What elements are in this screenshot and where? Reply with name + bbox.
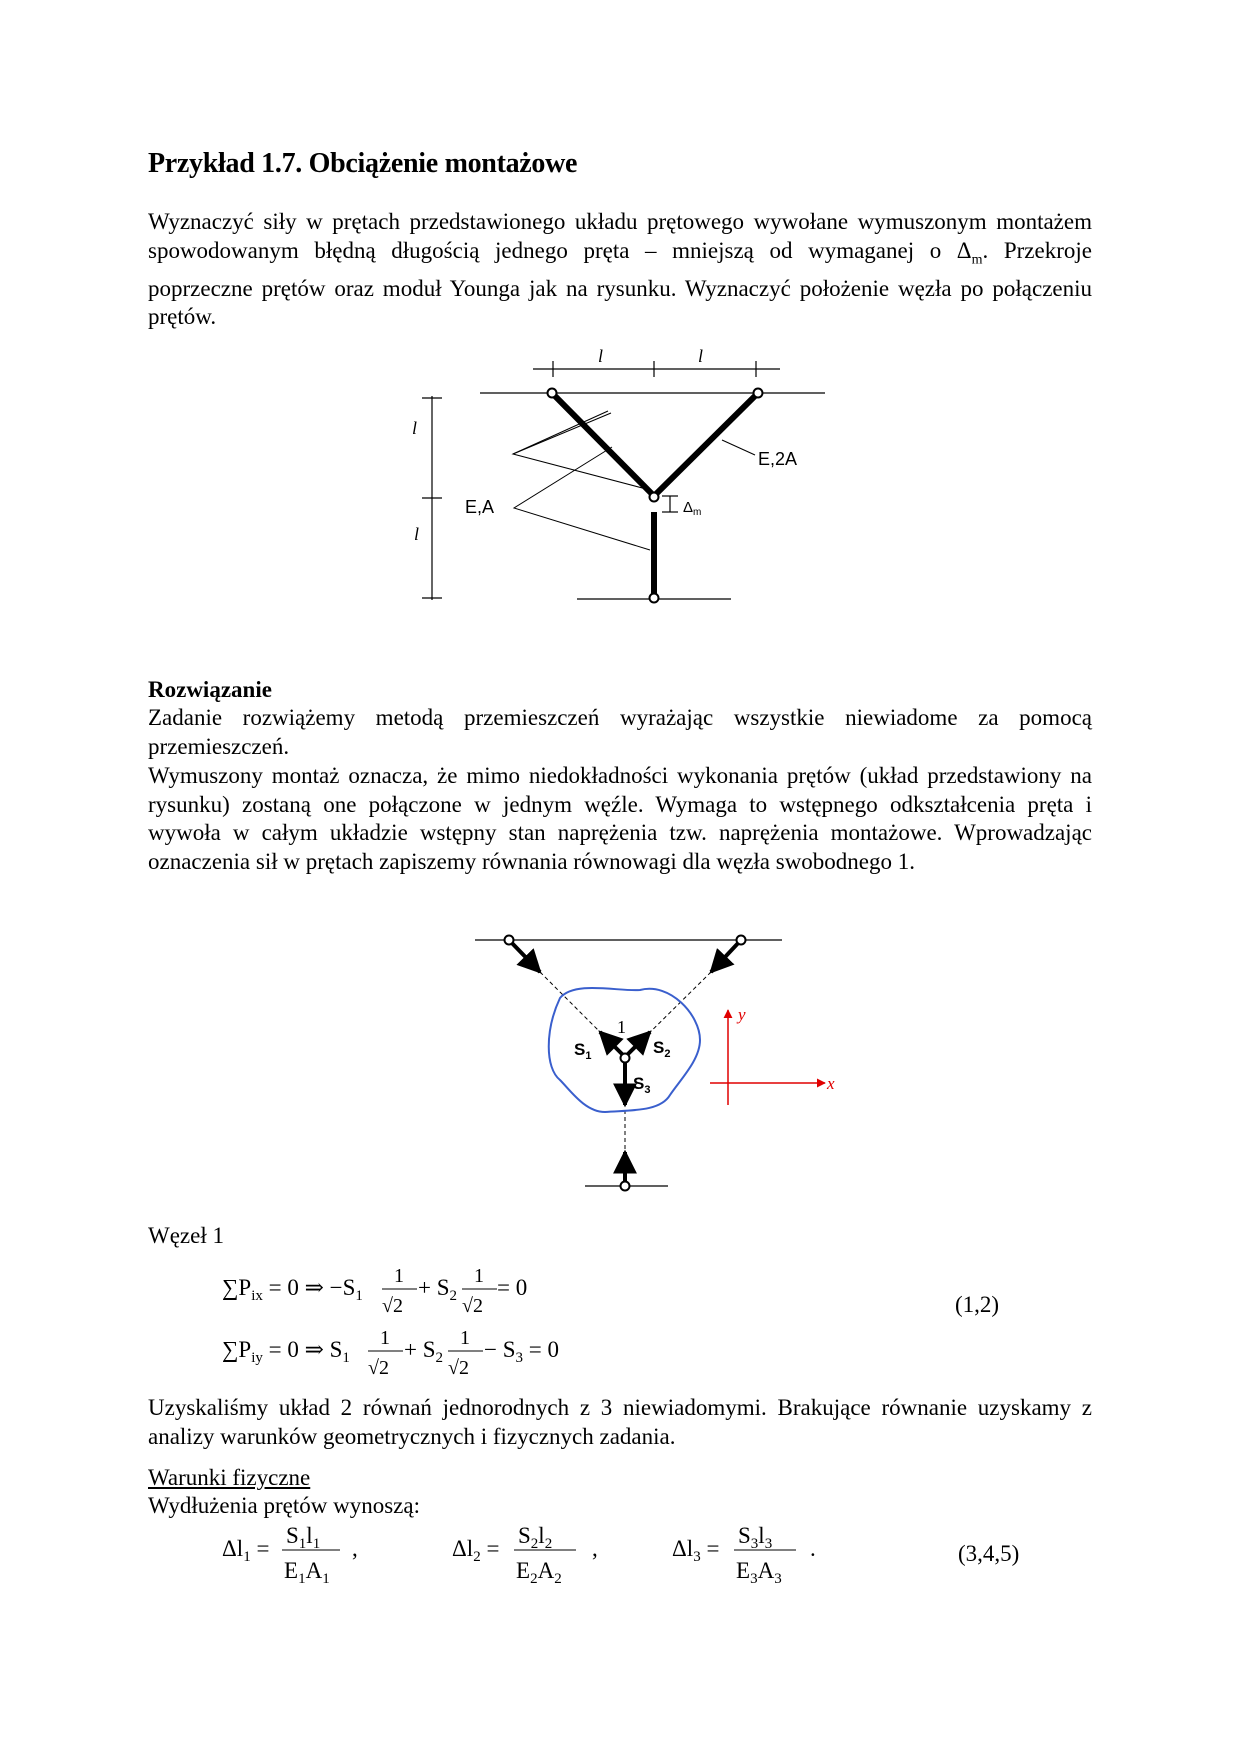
svg-text:E1A1: $E_1A_1$ (284, 1558, 330, 1587)
s3-label: $S_3$ (633, 1074, 651, 1096)
s2-label: $S_2$ (653, 1038, 671, 1060)
svg-text:Δl1 =: $\Delta l_1$ = (222, 1536, 270, 1565)
physical-conditions-heading: Warunki fizyczne (148, 1465, 311, 1490)
solution-paragraph-1: Zadanie rozwiążemy metodą przemieszczeń wyrażając wszystkie niewiadome za pomocą przemieszczeń. (148, 705, 1092, 759)
elongation-formula-2 (452, 1520, 612, 1596)
intro-sub: m (971, 252, 983, 268)
label-delta: $\Delta_m$ (683, 499, 702, 518)
intro-paragraph (148, 208, 1092, 332)
svg-text:∑Pix = 0 ⇒ −S1: $\sum P_{ix} = 0$ ⇒ $-S_1$ (222, 1275, 363, 1304)
svg-text:E2A2: $E_2A_2$ (516, 1558, 562, 1587)
svg-text:√2: √2 (448, 1357, 469, 1379)
svg-text:1: 1 (394, 1265, 404, 1287)
elongation-formula-3 (672, 1520, 832, 1596)
figure-node-free-body (0, 920, 1240, 1200)
elongation-intro: Wydłużenia prętów wynoszą: (148, 1493, 420, 1518)
dim-top-right: l (698, 346, 704, 366)
svg-text:1: 1 (380, 1327, 390, 1349)
svg-text:S1l1: $S_1l_1$ (286, 1523, 321, 1552)
svg-text:,: , (352, 1536, 358, 1561)
axis-y-label: y (738, 1005, 746, 1024)
node-heading: Węzeł 1 (148, 1223, 224, 1248)
equation-sum-px (222, 1262, 542, 1318)
dim-top-left: l (598, 346, 604, 366)
axis-x-label: x (827, 1074, 835, 1093)
svg-text:1: 1 (460, 1327, 470, 1349)
label-ea: E,A (465, 497, 495, 517)
svg-text:E3A3: $E_3A_3$ (736, 1558, 782, 1587)
svg-text:√2: √2 (368, 1357, 389, 1379)
svg-text:Δl2 =: $\Delta l_2$ = (452, 1536, 500, 1565)
label-e2a: E,2A (758, 449, 798, 469)
svg-text:Δl3 =: $\Delta l_3$ = (672, 1536, 720, 1565)
svg-text:1: 1 (474, 1265, 484, 1287)
intro-text-end: . Przekroje poprzeczne prętów oraz moduł Younga jak na rysunku. Wyznaczyć położenie węzła po połączeniu prętów. (148, 237, 1092, 330)
equation-number-3-4-5: (3,4,5) (958, 1541, 1020, 1566)
figure-truss-assembly (0, 340, 1240, 620)
svg-text:,: , (592, 1536, 598, 1561)
svg-text:− S3 = 0: − $S_3 = 0$ (484, 1337, 559, 1366)
page-title: Przykład 1.7. Obciążenie montażowe (148, 148, 578, 179)
svg-text:+ S2: + $S_2$ (418, 1275, 458, 1304)
dim-left-upper: l (412, 418, 418, 438)
solution-paragraph-2: Wymuszony montaż oznacza, że mimo niedokładności wykonania prętów (układ przedstawiony na rysunku) zostaną one połączone w jednym węźle. Wymaga to wstępnego odkształcenia pręta i wywoła w całym układzie wstępny stan naprężenia tzw. naprężenia montażowe. Wprowadzając oznaczenia sił w prętach zapiszemy równania równowagi dla węzła swobodnego 1. (148, 763, 1092, 874)
svg-text:S3l3: $S_3l_3$ (738, 1523, 773, 1552)
svg-text:√2: √2 (462, 1295, 483, 1317)
solution-heading: Rozwiązanie (148, 677, 272, 702)
svg-text:√2: √2 (382, 1295, 403, 1317)
intro-text: Wyznaczyć siły w prętach przedstawionego układu prętowego wywołane wymuszonym montażem spowodowanym błędną długością jednego pręta – mniejszą od wymaganej o Δ (148, 209, 1092, 263)
s1-label: $S_1$ (574, 1040, 592, 1062)
equation-sum-py (222, 1324, 622, 1380)
svg-text:.: . (810, 1536, 816, 1561)
svg-text:+ S2: + $S_2$ (404, 1337, 444, 1366)
svg-text:= 0: = 0 (497, 1275, 528, 1300)
node-label: 1 (617, 1017, 626, 1037)
equation-number-1-2: (1,2) (955, 1292, 1000, 1317)
svg-text:S2l2: $S_2l_2$ (518, 1523, 553, 1552)
svg-text:∑Piy = 0 ⇒ S1: $\sum P_{iy} = 0$ ⇒ $S_1$ (222, 1337, 350, 1366)
elongation-formula-1 (222, 1520, 372, 1596)
result-paragraph: Uzyskaliśmy układ 2 równań jednorodnych z 3 niewiadomymi. Brakujące równanie uzyskamy z analizy warunków geometrycznych i fizycznych zadania. (148, 1395, 1092, 1449)
dim-left-lower: l (414, 524, 420, 544)
